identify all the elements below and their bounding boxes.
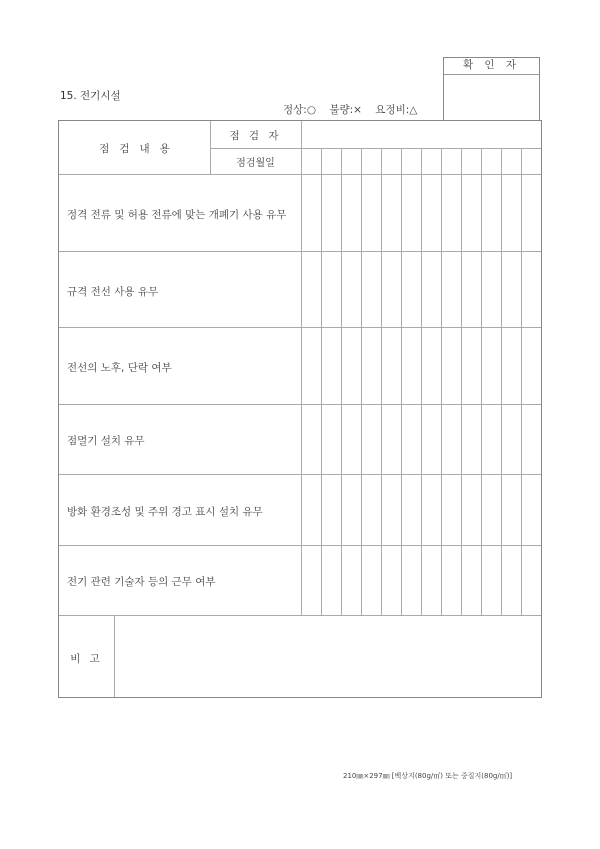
item-label: 규격 전선 사용 유무	[67, 286, 159, 298]
row-divider	[59, 251, 541, 252]
confirmer-label: 확 인 자	[444, 58, 539, 75]
inspector-header: 점 검 자	[229, 130, 282, 142]
item-label: 정격 전류 및 허용 전류에 맞는 개폐기 사용 유무	[67, 209, 287, 221]
status-legend: 정상:○ 불량:× 요정비:△	[283, 104, 418, 116]
content-header: 점 검 내 용	[99, 143, 170, 155]
grid-line	[321, 148, 322, 615]
grid-line	[481, 148, 482, 615]
row-divider	[59, 545, 541, 546]
section-title: 15. 전기시설	[60, 90, 121, 102]
grid-line	[341, 148, 342, 615]
grid-line	[401, 148, 402, 615]
header-bottom	[59, 174, 541, 175]
item-label: 전기 관련 기술자 등의 근무 여부	[67, 576, 216, 588]
grid-line	[441, 148, 442, 615]
confirmer-box	[443, 57, 540, 120]
paper-spec-footer: 210㎜×297㎜ [백상지(80g/㎡) 또는 중질지(80g/㎡)]	[343, 772, 513, 780]
row-divider	[59, 474, 541, 475]
item-label: 방화 환경조성 및 주위 경고 표시 설치 유무	[67, 506, 263, 518]
remarks-label: 비 고	[70, 653, 103, 665]
row-divider	[59, 327, 541, 328]
item-label: 점멸기 설치 유무	[67, 435, 145, 447]
col-divider	[301, 121, 302, 615]
grid-line	[421, 148, 422, 615]
grid-line	[461, 148, 462, 615]
item-label: 전선의 노후, 단락 여부	[67, 362, 172, 374]
header-divider	[210, 148, 541, 149]
grid-line	[361, 148, 362, 615]
remarks-field[interactable]	[115, 616, 541, 697]
date-header: 점검월일	[236, 158, 275, 169]
grid-line	[381, 148, 382, 615]
inspection-table	[58, 120, 542, 698]
grid-line	[501, 148, 502, 615]
row-divider	[59, 404, 541, 405]
grid-line	[521, 148, 522, 615]
